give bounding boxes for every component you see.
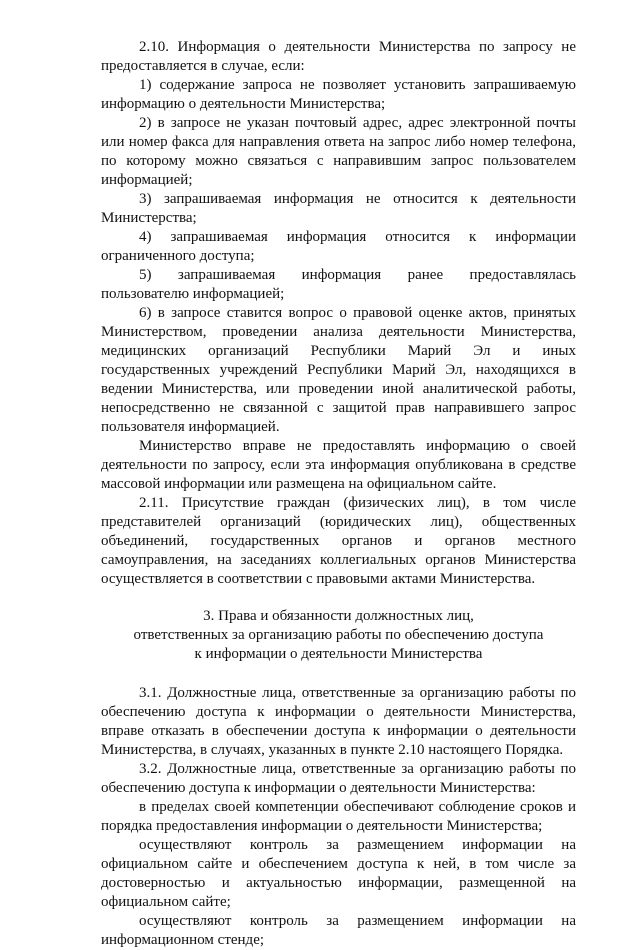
paragraph-3-1: 3.1. Должностные лица, ответственные за организацию работы по обеспечению доступа к информации о деятельности Министерства, вправе отказать в обеспечении доступа к информации о деятельности Министерства, в случаях, указанных в пункте 2.10 настоящего Порядка. xyxy=(101,685,576,758)
duty-item-1: в пределах своей компетенции обеспечивают соблюдение сроков и порядка предоставления информации о деятельности Министерства; xyxy=(101,799,576,834)
list-item-2-10-6: 6) в запросе ставится вопрос о правовой оценке актов, принятых Министерством, проведении анализа деятельности Министерства, медицинских организаций Республики Марий Эл и иных государственных учреждений Республики Марий Эл, находящихся в ведении Министерства, или проведении иной аналитической работы, непосредственно не связанной с защитой прав направившего запрос пользователя информацией. xyxy=(101,305,576,435)
paragraph-3-2: 3.2. Должностные лица, ответственные за организацию работы по обеспечению доступа к информации о деятельности Министерства: xyxy=(101,761,576,796)
duty-item-3: осуществляют контроль за размещением информации на информационном стенде; xyxy=(101,913,576,948)
paragraph-2-10-intro: 2.10. Информация о деятельности Министерства по запросу не предоставляется в случае, если: xyxy=(101,39,576,74)
section-3-heading xyxy=(101,607,576,664)
duty-item-2: осуществляют контроль за размещением информации на официальном сайте и обеспечением доступа к ней, в том числе за достоверностью и актуальностью информации, размещенной на официальном сайте; xyxy=(101,837,576,910)
paragraph-2-11: 2.11. Присутствие граждан (физических лиц), в том числе представителей организаций (юридических лиц), общественных объединений, государственных органов и органов местного самоуправления, на заседаниях коллегиальных органов Министерства осуществляется в соответствии с правовыми актами Министерства. xyxy=(101,495,576,587)
list-item-2-10-1: 1) содержание запроса не позволяет установить запрашиваемую информацию о деятельности Министерства; xyxy=(101,77,576,112)
section-3-heading-line-3: к информации о деятельности Министерства xyxy=(194,646,483,662)
section-3-heading-line-1: 3. Права и обязанности должностных лиц, xyxy=(203,608,474,624)
list-item-2-10-3: 3) запрашиваемая информация не относится к деятельности Министерства; xyxy=(101,191,576,226)
paragraph-2-10-note: Министерство вправе не предоставлять информацию о своей деятельности по запросу, если эта информация опубликована в средстве массовой информации или размещена на официальном сайте. xyxy=(101,438,576,492)
section-3-heading-line-2: ответственных за организацию работы по обеспечению доступа xyxy=(133,627,544,643)
list-item-2-10-4: 4) запрашиваемая информация относится к информации ограниченного доступа; xyxy=(101,229,576,264)
list-item-2-10-5: 5) запрашиваемая информация ранее предоставлялась пользователю информацией; xyxy=(101,267,576,302)
list-item-2-10-2: 2) в запросе не указан почтовый адрес, адрес электронной почты или номер факса для направления ответа на запрос либо номер телефона, по которому можно связаться с направившим запрос пользователем информацией; xyxy=(101,115,576,188)
